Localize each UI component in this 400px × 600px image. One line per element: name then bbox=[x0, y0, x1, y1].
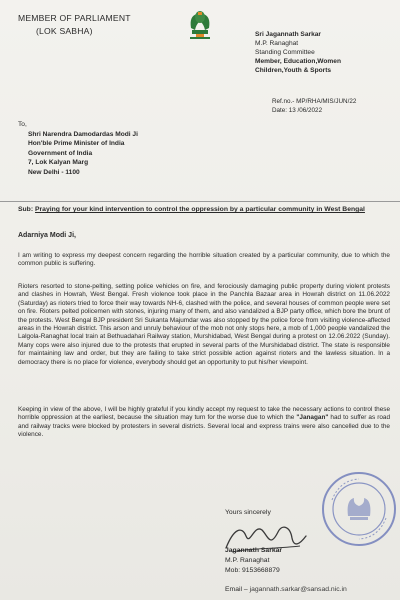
recipient-name: Shri Narendra Damodardas Modi Ji bbox=[28, 130, 138, 138]
paragraph-3-end: had to suffer as road and railway tracks were blocked by protesters in several districts. Several local and express trains were also cancelled due to the violence. bbox=[18, 414, 390, 439]
committee-line-2: Children,Youth & Sports bbox=[255, 67, 332, 74]
signatory-name: Jagannath Sarkar bbox=[225, 547, 283, 554]
recipient-city: New Delhi - 1100 bbox=[28, 168, 80, 176]
to-label: To, bbox=[18, 121, 27, 128]
email-address: jagannath.sarkar@sansad.nic.in bbox=[249, 586, 347, 593]
reference-number: Ref.no.- MP/RHA/MIS/JUN/22 bbox=[272, 98, 357, 105]
office-title: MEMBER OF PARLIAMENT bbox=[18, 13, 131, 23]
closing-phrase: Yours sincerely bbox=[225, 509, 271, 516]
recipient-org: Government of India bbox=[28, 149, 93, 157]
committee-line-1: Member, Education,Women bbox=[255, 58, 341, 65]
subject-prefix: Sub: bbox=[18, 206, 35, 213]
recipient-title: Hon'ble Prime Minister of India bbox=[28, 140, 125, 148]
national-emblem-icon bbox=[187, 8, 213, 42]
body-paragraph-2: Rioters resorted to stone-pelting, setting police vehicles on fire, and ferociously damaging public property during violent protests and clashes in Howrah, West Bengal. Fresh violence took place in the Panchla Bazaar area in Howrah district on 11.06.2022 (Saturday) as rioters tried to force their way towards NH-6, clashed with the police, and several houses of common people were set on fire. Rioters pelted policemen with stones, injuring many of them, and also vandalized a BJP party office, which bore the brunt of the protests. West Bengal BJP president Sri Sukanta Majumdar was also stopped by the police force from visiting violence-affected areas in the Howrah district. This arson and unruly behaviour of the mob not only stops here, a mob of 1,000 people vandalized the Lalgola-Ranaghat local train at Bethuadahari Railway station, Murshidabad, West Bengal during a protest on 12.06.2022 (Sunday). Many cops were also injured due to the protests that erupted in several parts of the Murshidabad district. The state is responsible for maintaining law and order, but they are failing to take strict possible action against rioters and the lawless situation. In a democracy there is no place for violence, everybody should get an opportunity to put his/her viewpoint. bbox=[18, 283, 390, 366]
paragraph-3-emphasis: "Janagan" bbox=[296, 414, 329, 422]
member-details bbox=[255, 30, 395, 75]
signatory-block bbox=[225, 546, 282, 576]
recipient-street: 7, Lok Kalyan Marg bbox=[28, 159, 89, 167]
body-paragraph-1: I am writing to express my deepest concern regarding the horrible situation created by a particular community, due to which the common public is suffering. bbox=[18, 252, 390, 268]
committee-label: Standing Committee bbox=[255, 49, 315, 56]
divider-line bbox=[0, 201, 400, 202]
email-label: Email – bbox=[225, 586, 250, 593]
subject-text: Praying for your kind intervention to control the oppression by a particular community in West Bengal bbox=[35, 206, 365, 213]
office-subtitle: (LOK SABHA) bbox=[36, 26, 93, 36]
recipient-block bbox=[18, 120, 138, 178]
subject-line bbox=[18, 205, 388, 214]
member-name: Sri Jagannath Sarkar bbox=[255, 31, 321, 38]
member-constituency: M.P. Ranaghat bbox=[255, 40, 299, 47]
body-paragraph-3 bbox=[18, 406, 390, 440]
salutation: Adarniya Modi Ji, bbox=[18, 232, 76, 239]
signatory-email-line bbox=[225, 586, 347, 593]
paragraph-3-start: Keeping in view of the above, I will be highly grateful if you kindly accept my request to take the necessary actions to control these horrible oppression at the earliest, because the situation may turn for the worse due to which the bbox=[18, 406, 390, 422]
letter-date: Date: 13 /06/2022 bbox=[272, 106, 323, 114]
sender-office-header bbox=[18, 12, 131, 38]
reference-block bbox=[272, 98, 356, 115]
official-seal-stamp bbox=[320, 470, 398, 548]
signatory-title: M.P. Ranaghat bbox=[225, 557, 270, 564]
signatory-mobile: Mob: 9153668879 bbox=[225, 567, 280, 574]
